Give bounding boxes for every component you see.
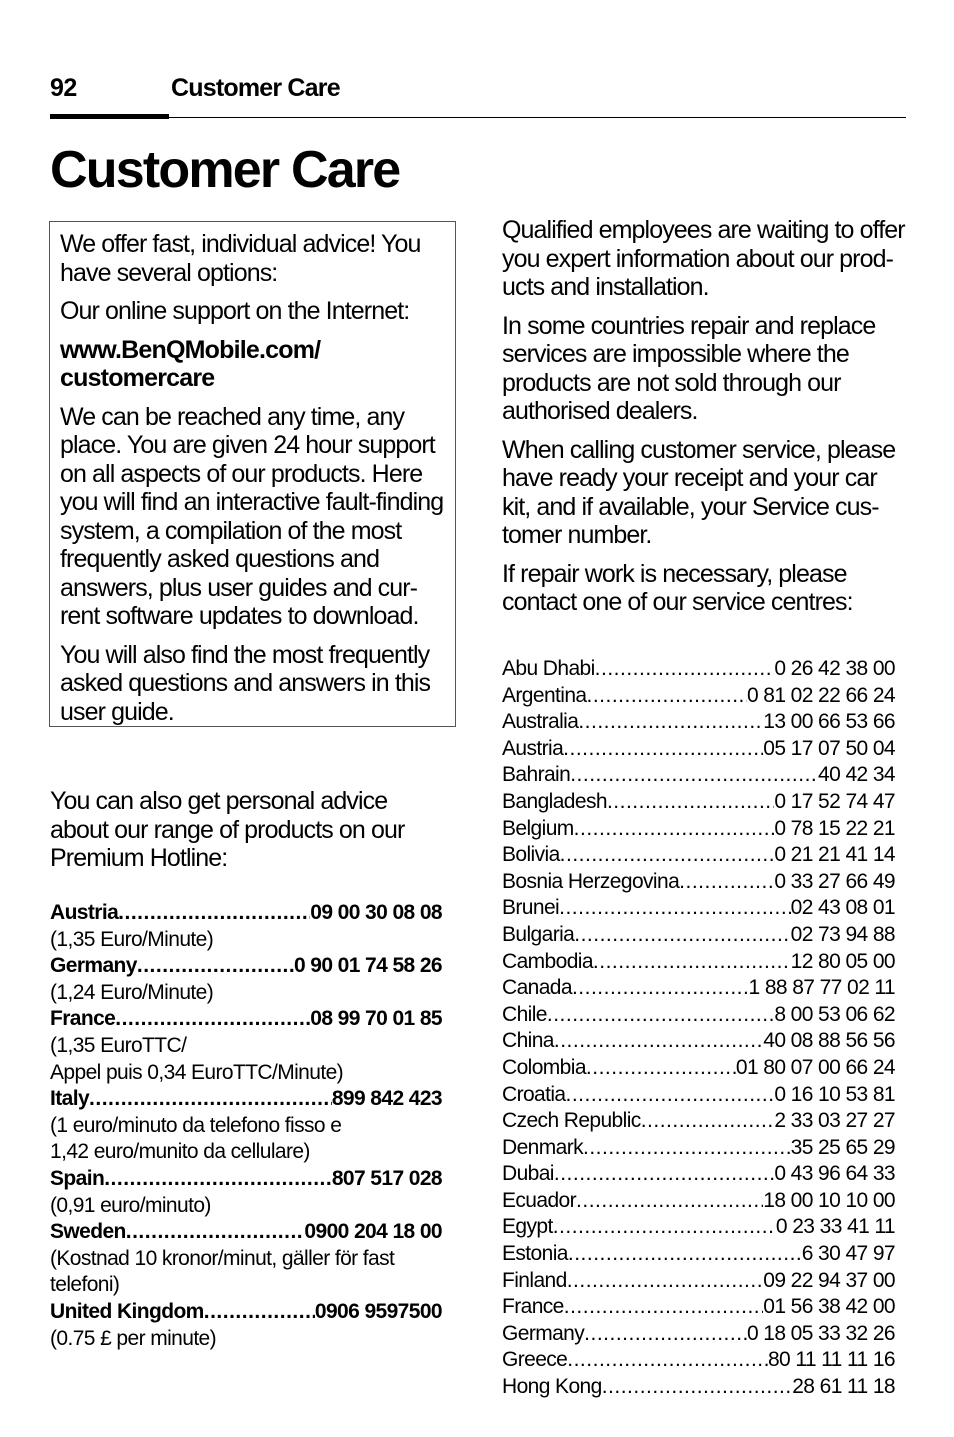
hotline-row [50, 900, 442, 927]
service-centre-row [502, 683, 895, 710]
hotline-rate-note: (0.75 £ per minute) [50, 1326, 217, 1350]
service-number: 18 00 10 10 00 [763, 1188, 895, 1212]
service-country: Colombia [502, 1055, 586, 1079]
premium-intro-block [50, 787, 450, 883]
service-country: Germany [502, 1321, 585, 1345]
service-centre-row [502, 842, 895, 869]
service-country: Abu Dhabi [502, 657, 595, 680]
service-country: Croatia [502, 1082, 566, 1106]
box-faq-note: You will also find the most frequently asked questions and answers in this user guide. [60, 640, 431, 726]
hotline-country: United Kingdom [50, 1299, 204, 1323]
service-centre-row [502, 975, 895, 1002]
service-country: Bolivia [502, 843, 560, 867]
service-number: 40 08 88 56 56 [763, 1029, 895, 1053]
leader-dots [567, 1347, 768, 1374]
header-rule-thin [169, 117, 906, 118]
leader-dots [607, 789, 774, 816]
service-centre-row [502, 1002, 895, 1029]
service-country: Bahrain [502, 763, 571, 787]
hotline-row [50, 1006, 442, 1033]
service-country: Egypt [502, 1215, 553, 1239]
service-number: 13 00 66 53 66 [763, 710, 895, 734]
leader-dots [576, 1188, 763, 1215]
service-country: Czech Republic [502, 1109, 641, 1133]
service-centre-row [502, 762, 895, 789]
leader-dots [578, 709, 763, 736]
service-centre-row [502, 1028, 895, 1055]
hotline-row [50, 1299, 442, 1326]
service-number: 2 33 03 27 27 [774, 1109, 895, 1133]
service-number: 1 88 87 77 02 11 [748, 976, 895, 1000]
hotline-number: 807 517 028 [331, 1166, 442, 1190]
online-support-box [49, 221, 456, 727]
service-country: Finland [502, 1268, 567, 1292]
leader-dots [587, 683, 747, 710]
leader-dots [567, 1268, 764, 1295]
leader-dots [595, 656, 775, 683]
service-number: 02 73 94 88 [790, 922, 895, 946]
service-centre-row [502, 789, 895, 816]
leader-dots [554, 1161, 774, 1188]
hotline-row [50, 1086, 442, 1113]
leader-dots [137, 953, 294, 980]
service-centre-row [502, 709, 895, 736]
service-centre-row [502, 895, 895, 922]
service-country: Cambodia [502, 949, 593, 973]
right-para-2: In some countries repair and replace services are impossible where the products are not sold through our authorised dealers. [502, 311, 876, 425]
service-centre-row [502, 949, 895, 976]
service-country: Australia [502, 710, 579, 734]
service-centre-row [502, 1321, 895, 1348]
leader-dots [574, 816, 775, 843]
service-country: Bulgaria [502, 922, 575, 946]
leader-dots [560, 842, 775, 869]
service-centre-row [502, 869, 895, 896]
right-para-4: If repair work is necessary, please contact one of our service centres: [502, 559, 853, 616]
service-country: Argentina [502, 683, 587, 707]
hotline-rate-note: (0,91 euro/minuto) [50, 1193, 211, 1217]
service-country: Brunei [502, 896, 560, 920]
service-centre-row [502, 1347, 895, 1374]
service-number: 09 22 94 37 00 [763, 1268, 895, 1292]
leader-dots [641, 1108, 775, 1135]
service-number: 0 78 15 22 21 [774, 816, 895, 840]
service-number: 05 17 07 50 04 [763, 736, 895, 760]
service-number: 01 56 38 42 00 [763, 1295, 895, 1319]
hotline-country: Spain [50, 1166, 105, 1190]
service-country: Greece [502, 1348, 568, 1372]
service-centre-row [502, 736, 895, 763]
service-number: 28 61 11 18 [792, 1375, 895, 1399]
leader-dots [566, 1082, 775, 1109]
service-centre-list [502, 656, 895, 1401]
hotline-rate-note: (1 euro/minuto da telefono fisso e 1,42 euro/munito da cellulare) [50, 1113, 342, 1164]
service-country: Belgium [502, 816, 574, 840]
hotline-rate-note: (1,24 Euro/Minute) [50, 980, 214, 1004]
hotline-rate-note: (1,35 EuroTTC/ Appel puis 0,34 EuroTTC/Minute) [50, 1033, 344, 1084]
leader-dots [564, 1294, 764, 1321]
service-number: 0 33 27 66 49 [774, 869, 895, 893]
service-country: Ecuador [502, 1188, 577, 1212]
service-number: 80 11 11 11 16 [767, 1348, 895, 1372]
service-country: Bosnia Herzegovina [502, 869, 680, 893]
leader-dots [584, 1321, 747, 1348]
service-centre-row [502, 1055, 895, 1082]
page-title: Customer Care [50, 141, 400, 199]
hotline-row [50, 1166, 442, 1193]
hotline-number: 0900 204 18 00 [304, 1220, 442, 1244]
hotline-number: 0 90 01 74 58 26 [293, 954, 442, 978]
right-para-3: When calling customer service, please have ready your receipt and your car kit, and if available, your Service cus-tomer number. [502, 435, 896, 549]
service-country: Hong Kong [502, 1375, 602, 1399]
leader-dots [572, 975, 749, 1002]
leader-dots [568, 1241, 802, 1268]
leader-dots [583, 1135, 791, 1162]
service-number: 0 43 96 64 33 [774, 1162, 895, 1186]
premium-intro: You can also get personal advice about our range of products on our Premium Hotline: [50, 787, 405, 872]
service-centre-row [502, 816, 895, 843]
service-number: 0 17 52 74 47 [774, 789, 895, 813]
leader-dots [115, 1006, 310, 1033]
leader-dots [602, 1374, 793, 1401]
leader-dots [679, 869, 774, 896]
premium-hotline-list [50, 900, 442, 1352]
hotline-number: 899 842 423 [331, 1087, 442, 1111]
box-online-support: Our online support on the Internet: [60, 297, 410, 325]
leader-dots [593, 949, 791, 976]
service-number: 40 42 34 [818, 763, 895, 787]
service-number: 0 26 42 38 00 [774, 657, 895, 680]
service-centre-row [502, 1294, 895, 1321]
service-number: 0 21 21 41 14 [774, 843, 895, 867]
service-country: China [502, 1029, 554, 1053]
service-centre-row [502, 1241, 895, 1268]
service-centre-row [502, 656, 895, 683]
right-column-text [502, 216, 906, 627]
leader-dots [570, 762, 818, 789]
leader-dots [104, 1166, 332, 1193]
hotline-country: Sweden [50, 1220, 126, 1244]
service-number: 01 80 07 00 66 24 [735, 1055, 895, 1079]
hotline-country: Italy [50, 1087, 90, 1111]
support-url-link[interactable]: www.BenQMobile.com/ customercare [60, 335, 321, 392]
leader-dots [126, 1219, 305, 1246]
service-number: 12 80 05 00 [790, 949, 895, 973]
service-country: Denmark [502, 1135, 583, 1159]
hotline-number: 09 00 30 08 08 [310, 901, 442, 924]
box-intro: We offer fast, individual advice! You have several options: [60, 230, 421, 287]
hotline-country: Austria [50, 901, 119, 924]
service-centre-row [502, 1214, 895, 1241]
service-number: 0 16 10 53 81 [774, 1082, 895, 1106]
service-centre-row [502, 1161, 895, 1188]
service-country: Austria [502, 736, 564, 760]
hotline-country: Germany [50, 954, 137, 978]
leader-dots [547, 1002, 774, 1029]
header-rule-thick [50, 114, 169, 119]
hotline-row [50, 953, 442, 980]
leader-dots [204, 1299, 315, 1326]
leader-dots [559, 895, 791, 922]
service-country: Canada [502, 976, 572, 1000]
leader-dots [118, 900, 310, 927]
service-centre-row [502, 1188, 895, 1215]
leader-dots [554, 1028, 763, 1055]
leader-dots [89, 1086, 332, 1113]
service-number: 8 00 53 06 62 [774, 1002, 895, 1026]
service-country: Dubai [502, 1162, 554, 1186]
service-country: Chile [502, 1002, 547, 1026]
service-centre-row [502, 1135, 895, 1162]
leader-dots [586, 1055, 736, 1082]
service-centre-row [502, 1268, 895, 1295]
service-number: 6 30 47 97 [801, 1242, 895, 1266]
service-country: Bangladesh [502, 789, 607, 813]
right-para-1: Qualified employees are waiting to offer you expert information about our prod-ucts and installation. [502, 216, 905, 301]
service-number: 0 18 05 33 32 26 [746, 1321, 895, 1345]
service-number: 02 43 08 01 [790, 896, 895, 920]
running-header [50, 74, 906, 120]
leader-dots [553, 1214, 776, 1241]
service-centre-row [502, 922, 895, 949]
hotline-number: 08 99 70 01 85 [310, 1007, 442, 1031]
hotline-row [50, 1219, 442, 1246]
hotline-rate-note: (Kostnad 10 kronor/minut, gäller för fast telefoni) [50, 1246, 395, 1297]
hotline-number: 0906 9597500 [314, 1299, 442, 1323]
service-number: 0 81 02 22 66 24 [746, 683, 895, 707]
hotline-country: France [50, 1007, 116, 1031]
running-title: Customer Care [171, 74, 340, 102]
service-centre-row [502, 1374, 895, 1401]
service-centre-row [502, 1108, 895, 1135]
hotline-rate-note: (1,35 Euro/Minute) [50, 927, 214, 951]
service-country: France [502, 1295, 564, 1319]
page-number: 92 [50, 74, 77, 102]
leader-dots [563, 736, 763, 763]
service-number: 0 23 33 41 11 [775, 1215, 895, 1239]
service-number: 35 25 65 29 [790, 1135, 895, 1159]
service-centre-row [502, 1082, 895, 1109]
leader-dots [574, 922, 790, 949]
service-country: Estonia [502, 1242, 568, 1266]
box-availability: We can be reached any time, any place. You are given 24 hour support on all aspects of our products. Here you will find an interactive fault-finding system, a compilation of the most frequently asked questions and answers, plus user guides and cur-rent software updates to download. [60, 402, 444, 630]
